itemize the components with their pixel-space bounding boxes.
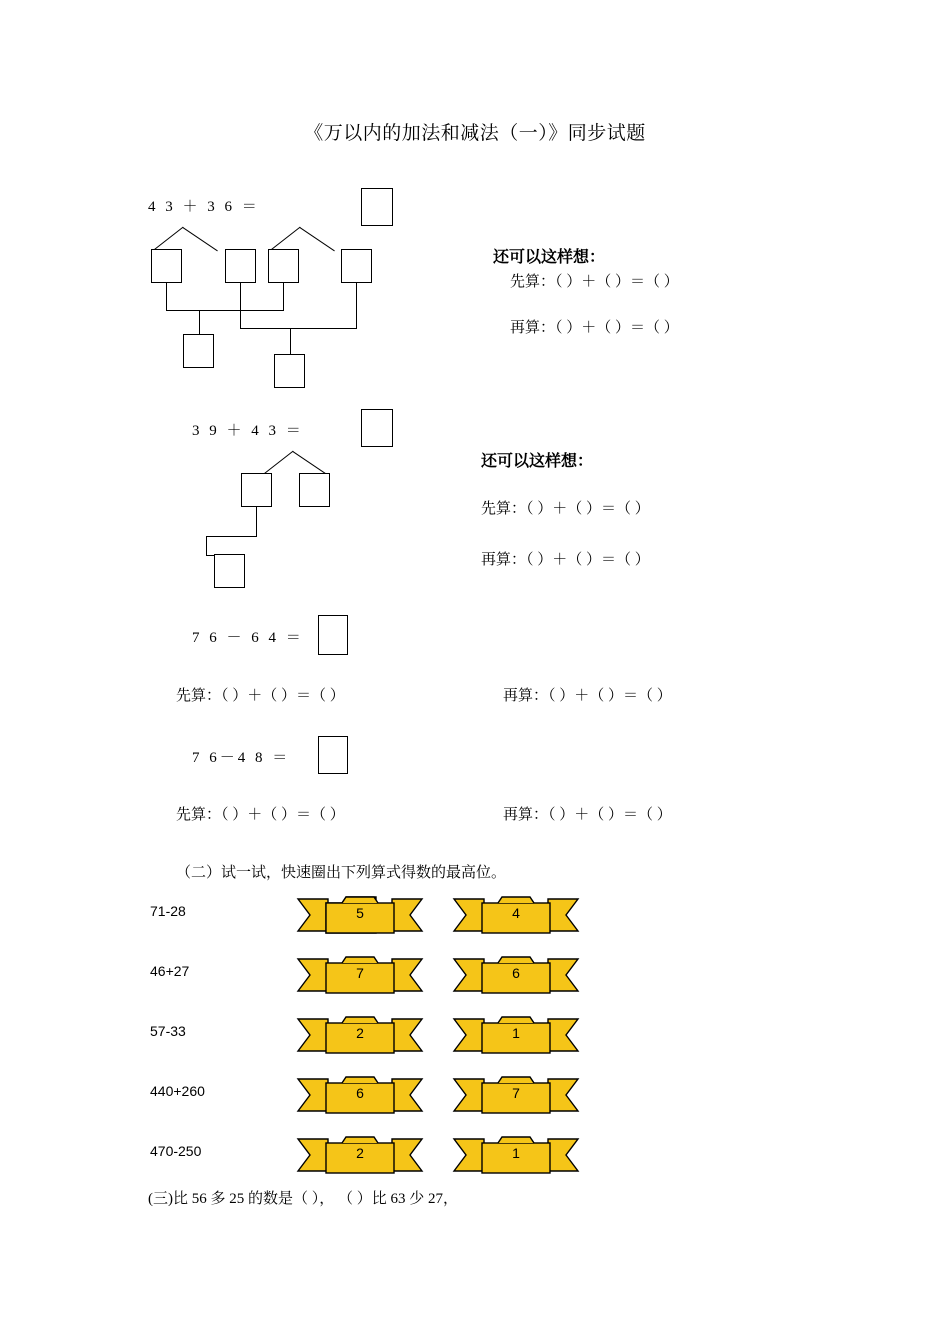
page-title: 《万以内的加法和减法（一）》同步试题 — [304, 123, 646, 144]
problem2-connector — [256, 507, 257, 537]
problem2-result-box[interactable] — [214, 554, 245, 588]
problem2-connector — [206, 536, 207, 556]
problem2-branch-line — [292, 451, 327, 475]
problem4-answer-box[interactable] — [318, 736, 348, 774]
section2-option-value: 6 — [356, 1085, 364, 1101]
problem3-expression: 7 6 － 6 4 ＝ — [192, 630, 304, 646]
problem1-connector — [199, 310, 200, 335]
section2-option-left[interactable] — [296, 1013, 424, 1057]
problem2-expression: 3 9 ＋ 4 3 ＝ — [192, 423, 304, 439]
section2-row-expression: 71-28 — [150, 903, 186, 919]
problem1-hint-line1: 先算：（ ）＋（ ）＝（ ） — [510, 274, 679, 290]
problem2-hint-title: 还可以这样想： — [481, 453, 594, 470]
problem2-answer-box[interactable] — [361, 409, 393, 447]
problem3-line1: 先算：（ ）＋（ ）＝（ ） — [176, 688, 345, 704]
section2-row-expression: 46+27 — [150, 963, 190, 979]
problem1-decomp-box-2[interactable] — [225, 249, 256, 283]
problem1-hint-line2: 再算：（ ）＋（ ）＝（ ） — [510, 320, 679, 336]
section2-title: （二）试一试，快速圈出下列算式得数的最高位。 — [176, 865, 507, 881]
problem1-branch-line — [270, 227, 301, 251]
problem1-connector — [166, 283, 167, 311]
problem2-branch-line — [263, 451, 294, 475]
section2-option-left[interactable] — [296, 893, 424, 937]
problem2-connector — [206, 536, 257, 537]
problem1-connector — [283, 283, 284, 311]
problem1-result-box-1[interactable] — [183, 334, 214, 368]
problem2-hint-line1: 先算：（ ）＋（ ）＝（ ） — [481, 501, 650, 517]
problem3-line2: 再算：（ ）＋（ ）＝（ ） — [503, 688, 672, 704]
section2-option-value: 1 — [512, 1025, 520, 1041]
section3-text: (三)比 56 多 25 的数是（ ）， （ ）比 63 少 27， — [148, 1191, 458, 1207]
section2-row-expression: 440+260 — [150, 1083, 205, 1099]
problem1-expression: 4 3 ＋ 3 6 ＝ — [148, 199, 260, 215]
problem1-connector — [240, 283, 241, 329]
problem1-branch-line — [299, 227, 334, 251]
section2-option-value: 6 — [512, 965, 520, 981]
problem1-result-box-2[interactable] — [274, 354, 305, 388]
section2-option-left[interactable] — [296, 1133, 424, 1177]
problem2-hint-line2: 再算：（ ）＋（ ）＝（ ） — [481, 552, 650, 568]
problem1-connector — [356, 283, 357, 329]
section2-option-value: 5 — [356, 905, 364, 921]
problem1-connector — [166, 310, 284, 311]
section2-option-right[interactable] — [452, 953, 580, 997]
section2-option-value: 7 — [356, 965, 364, 981]
problem4-line2: 再算：（ ）＋（ ）＝（ ） — [503, 807, 672, 823]
problem2-decomp-box-2[interactable] — [299, 473, 330, 507]
problem1-hint-title: 还可以这样想： — [493, 249, 606, 266]
section2-option-right[interactable] — [452, 893, 580, 937]
section2-option-left[interactable] — [296, 1073, 424, 1117]
problem1-branch-line — [153, 227, 184, 251]
section2-option-value: 4 — [512, 905, 520, 921]
section2-option-right[interactable] — [452, 1133, 580, 1177]
problem1-connector — [290, 328, 291, 355]
section2-option-left[interactable] — [296, 953, 424, 997]
problem4-line1: 先算：（ ）＋（ ）＝（ ） — [176, 807, 345, 823]
section2-option-value: 2 — [356, 1025, 364, 1041]
problem2-decomp-box-1[interactable] — [241, 473, 272, 507]
problem4-expression: 7 6－4 8 ＝ — [192, 750, 291, 766]
problem1-branch-line — [182, 227, 217, 251]
section2-row-expression: 57-33 — [150, 1023, 186, 1039]
section2-row-expression: 470-250 — [150, 1143, 202, 1159]
section2-option-right[interactable] — [452, 1073, 580, 1117]
problem3-answer-box[interactable] — [318, 615, 348, 655]
problem1-connector — [240, 328, 356, 329]
section2-option-value: 1 — [512, 1145, 520, 1161]
section2-option-value: 2 — [356, 1145, 364, 1161]
problem1-answer-box[interactable] — [361, 188, 393, 226]
section2-option-value: 7 — [512, 1085, 520, 1101]
problem1-decomp-box-3[interactable] — [268, 249, 299, 283]
problem1-decomp-box-1[interactable] — [151, 249, 182, 283]
section2-option-right[interactable] — [452, 1013, 580, 1057]
problem1-decomp-box-4[interactable] — [341, 249, 372, 283]
